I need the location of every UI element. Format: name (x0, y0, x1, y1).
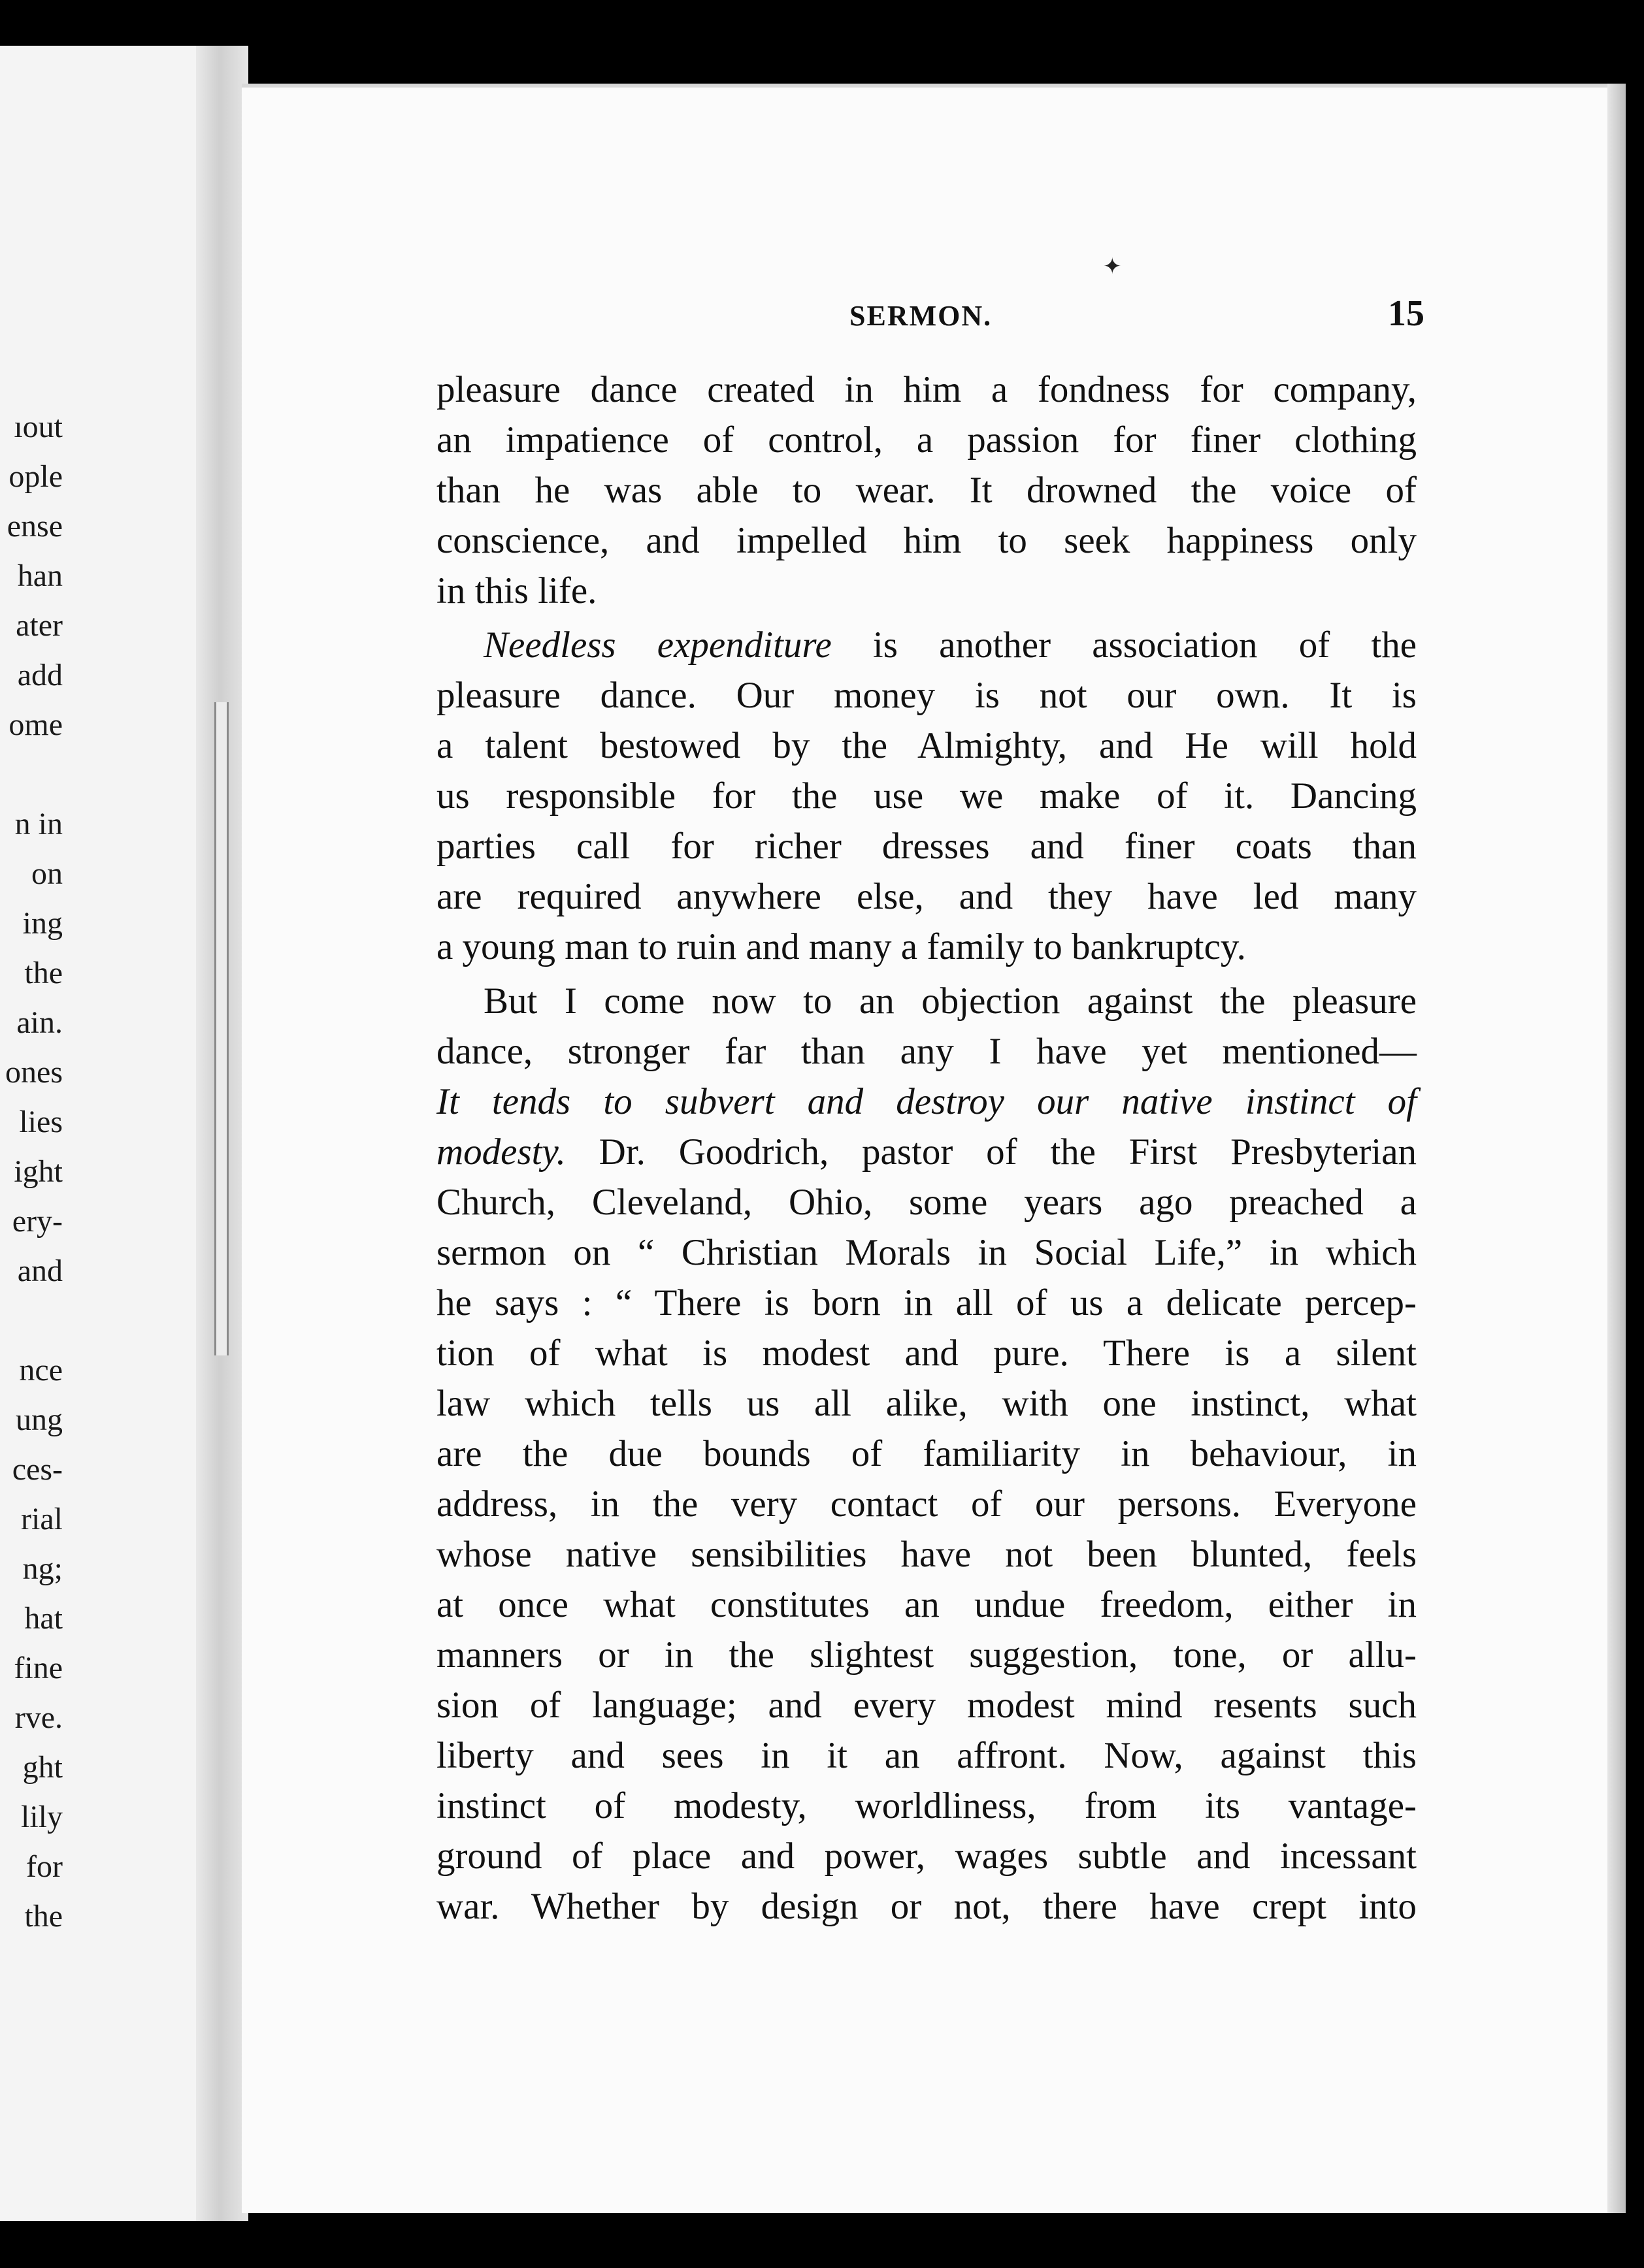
text-line: Church, Cleveland, Ohio, some years ago preached a (436, 1182, 1417, 1223)
text-line: a young man to ruin and many a family to bankruptcy. (436, 926, 1246, 967)
text-line: pleasure dance. Our money is not our own. It is (436, 675, 1417, 716)
text-line: an impatience of control, a passion for finer clothing (436, 419, 1417, 461)
text-line: dance, stronger far than any I have yet mentioned— (436, 1031, 1417, 1072)
fragment-line: ing (22, 906, 63, 941)
italic-phrase: It tends to subvert and destroy our native instinct of (436, 1081, 1417, 1122)
text-line: Needless expenditure is another association of the (484, 624, 1417, 666)
text-line: a talent bestowed by the Almighty, and He will hold (436, 725, 1417, 766)
italic-phrase: Needless expenditure (484, 624, 832, 666)
fragment-line: ater (16, 608, 63, 643)
fragment-line: ıout (14, 410, 63, 444)
text-line: liberty and sees in it an affront. Now, against this (436, 1735, 1417, 1776)
fragment-line (0, 750, 63, 800)
paragraph (436, 364, 1417, 616)
fragment-line: rve. (14, 1700, 63, 1735)
text-line: sermon on “ Christian Morals in Social Life,” in which (436, 1232, 1417, 1273)
italic-phrase: modesty. (436, 1131, 566, 1173)
fragment-line: on (31, 856, 63, 891)
fragment-line: n in (14, 807, 63, 841)
running-head-title: SERMON. (849, 300, 993, 332)
text-line: instinct of modesty, worldliness, from its vantage- (436, 1785, 1417, 1826)
facing-page-text-fragments (0, 402, 63, 1941)
fragment-line: han (17, 559, 63, 593)
text-line: manners or in the slightest suggestion, tone, or allu- (436, 1634, 1417, 1676)
fragment-line: ces- (12, 1452, 63, 1487)
fragment-line: lies (19, 1105, 63, 1139)
fragment-line: ight (14, 1154, 63, 1189)
paragraph (436, 620, 1417, 972)
fragment-line: for (26, 1849, 63, 1884)
fragment-line: the (24, 1899, 63, 1934)
text-line: modesty. Dr. Goodrich, pastor of the First Presbyterian (436, 1131, 1417, 1173)
fragment-line: and (17, 1254, 63, 1288)
text-line: pleasure dance created in him a fondness for company, (436, 369, 1417, 410)
paragraph (436, 976, 1417, 1932)
text-line: sion of language; and every modest mind resents such (436, 1685, 1417, 1726)
ink-mark: ✦ (1103, 255, 1122, 279)
fragment-line: add (17, 658, 63, 692)
text-line: tion of what is modest and pure. There is a silent (436, 1333, 1417, 1374)
text-line: than he was able to wear. It drowned the voice of (436, 470, 1417, 511)
text-line: parties call for richer dresses and finer coats than (436, 826, 1417, 867)
text-line: conscience, and impelled him to seek happiness only (436, 520, 1417, 561)
text-line: in this life. (436, 570, 597, 611)
fragment-line: ng; (22, 1551, 63, 1586)
fragment-line: ery- (12, 1204, 63, 1239)
text-line (436, 1077, 1417, 1127)
facing-page-left (0, 46, 196, 2221)
fragment-line: rial (21, 1502, 63, 1536)
fragment-line: ople (8, 459, 63, 494)
text-line: are required anywhere else, and they have led many (436, 876, 1417, 917)
fragment-line: ght (22, 1750, 63, 1785)
text-line: But I come now to an objection against the pleasure (484, 980, 1417, 1022)
fragment-line (0, 1296, 63, 1346)
text-line: us responsible for the use we make of it. Dancing (436, 775, 1417, 817)
running-head (849, 293, 1424, 334)
text-line: at once what constitutes an undue freedom, either in (436, 1584, 1417, 1625)
text-line: ground of place and power, wages subtle and incessant (436, 1836, 1417, 1877)
fragment-line: hat (24, 1601, 63, 1636)
fragment-line: ense (7, 509, 63, 543)
fragment-line: ones (5, 1055, 63, 1090)
fragment-line: lily (20, 1800, 63, 1834)
text-line: he says : “ There is born in all of us a delicate percep- (436, 1282, 1417, 1323)
text-line: war. Whether by design or not, there have crept into (436, 1886, 1417, 1927)
text-line: whose native sensibilities have not been blunted, feels (436, 1534, 1417, 1575)
fragment-line: fine (14, 1651, 63, 1685)
body-text (436, 361, 1417, 1932)
text-line: law which tells us all alike, with one instinct, what (436, 1383, 1417, 1424)
text-line: address, in the very contact of our persons. Everyone (436, 1483, 1417, 1525)
fragment-line: nce (19, 1353, 63, 1387)
fragment-line: ome (8, 707, 63, 742)
fragment-line: the (24, 956, 63, 990)
fragment-line: ung (16, 1402, 63, 1437)
page-edge (1607, 84, 1626, 2213)
page-number: 15 (1388, 293, 1424, 334)
text-line: are the due bounds of familiarity in behaviour, in (436, 1433, 1417, 1474)
binding-thread (214, 702, 229, 1355)
fragment-line: ain. (16, 1005, 63, 1040)
